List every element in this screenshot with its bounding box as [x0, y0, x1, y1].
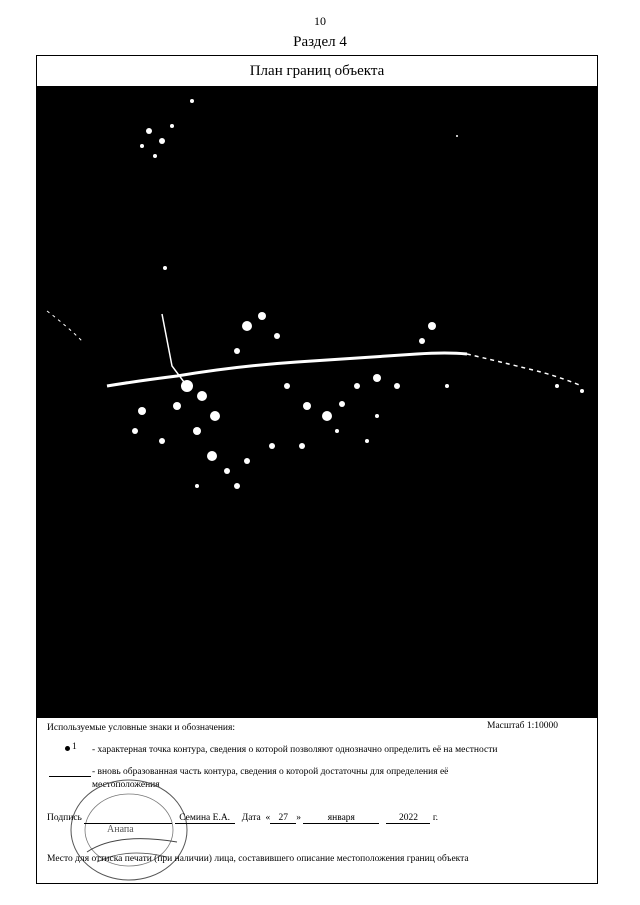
- stamp-seal: [67, 772, 197, 882]
- signature-line: [84, 813, 172, 824]
- legend-title: Используемые условные знаки и обозначения:: [47, 723, 236, 733]
- page-number: 10: [314, 14, 326, 28]
- signature-row: [47, 813, 438, 824]
- section-title: Раздел 4: [293, 34, 347, 50]
- line-legend-text-1: - вновь образованная часть контура, сведения о которой достаточны для определения её: [92, 767, 449, 777]
- date-year: 2022: [386, 813, 430, 824]
- point-number: 1: [72, 742, 77, 752]
- date-month: января: [303, 813, 379, 824]
- open-quote: «: [265, 813, 271, 823]
- date-label: Дата: [241, 813, 261, 823]
- map-scale: Масштаб 1:10000: [487, 721, 559, 731]
- line-legend-text-2: местоположения: [92, 780, 160, 790]
- map-image: [37, 86, 597, 718]
- plan-title: План границ объекта: [37, 56, 597, 87]
- signature-label: Подпись: [47, 813, 82, 823]
- stamp-text: Анапа: [107, 824, 134, 835]
- point-legend-text: - характерная точка контура, сведения о которой позволяют однозначно определить её на местности: [92, 745, 498, 755]
- stamp-place-note: Место для оттиска печати (при наличии) лица, составившего описание местоположения границ объекта: [47, 854, 469, 864]
- signer-name: Семина Е.А.: [175, 813, 235, 824]
- plan-frame: [36, 55, 598, 884]
- satellite-map: [37, 86, 597, 718]
- date-day: 27: [270, 813, 296, 824]
- year-suffix: г.: [432, 813, 439, 823]
- point-symbol: [65, 746, 70, 751]
- close-quote: »: [296, 813, 301, 823]
